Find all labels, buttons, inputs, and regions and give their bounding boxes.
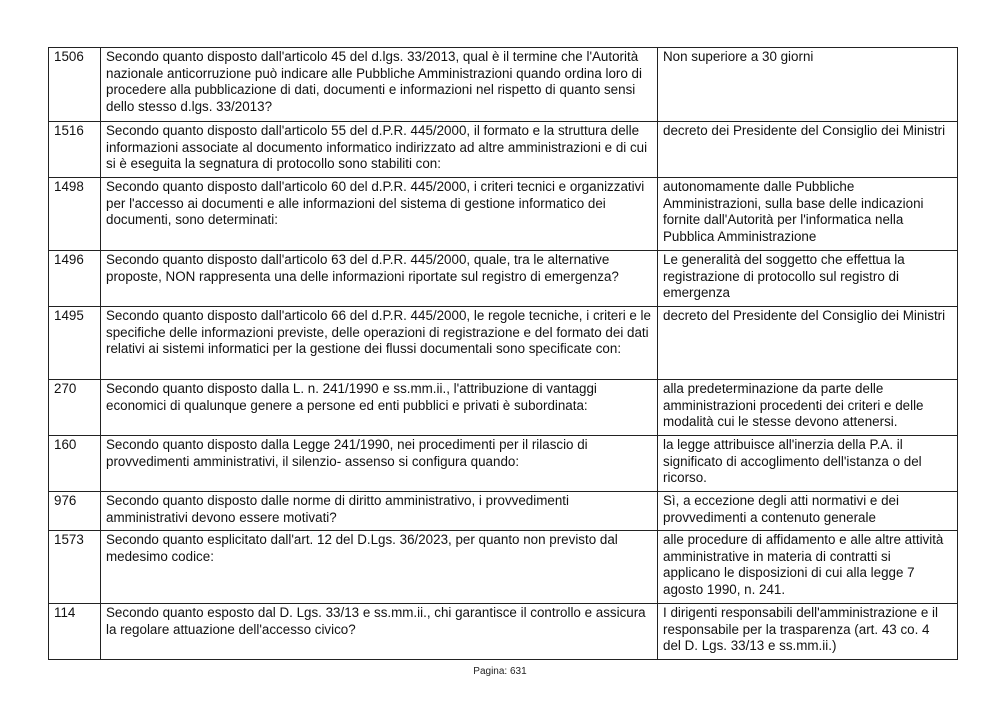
answer-text: la legge attribuisce all'inerzia della P.A. il significato di accoglimento dell'istanza o del ricorso. — [658, 436, 958, 492]
question-id: 1495 — [49, 307, 101, 380]
question-id: 160 — [49, 436, 101, 492]
question-id: 1498 — [49, 178, 101, 251]
question-text: Secondo quanto disposto dall'articolo 66 del d.P.R. 445/2000, le regole tecniche, i criteri e le specifiche delle informazioni previste, delle operazioni di registrazione e del formato dei dati relativi ai sistemi informatici per la gestione dei flussi documentali sono specificate con: — [101, 307, 658, 380]
question-id: 1506 — [49, 48, 101, 122]
answer-text: alle procedure di affidamento e alle altre attività amministrative in materia di contratti si applicano le disposizioni di cui alla legge 7 agosto 1990, n. 241. — [658, 531, 958, 604]
table-row — [49, 380, 958, 436]
table-row — [49, 492, 958, 531]
question-id: 114 — [49, 604, 101, 660]
answer-text: Le generalità del soggetto che effettua la registrazione di protocollo sul registro di emergenza — [658, 251, 958, 307]
question-text: Secondo quanto disposto dall'articolo 63 del d.P.R. 445/2000, quale, tra le alternative proposte, NON rappresenta una delle informazioni riportate sul registro di emergenza? — [101, 251, 658, 307]
table-row — [49, 178, 958, 251]
question-id: 1516 — [49, 122, 101, 178]
question-text: Secondo quanto esplicitato dall'art. 12 del D.Lgs. 36/2023, per quanto non previsto dal medesimo codice: — [101, 531, 658, 604]
question-id: 976 — [49, 492, 101, 531]
answer-text: autonomamente dalle Pubbliche Amministrazioni, sulla base delle indicazioni fornite dall'Autorità per l'informatica nella Pubblica Amministrazione — [658, 178, 958, 251]
table-row — [49, 436, 958, 492]
answer-text: Non superiore a 30 giorni — [658, 48, 958, 122]
question-id: 1573 — [49, 531, 101, 604]
question-text: Secondo quanto disposto dall'articolo 45 del d.lgs. 33/2013, qual è il termine che l'Autorità nazionale anticorruzione può indicare alle Pubbliche Amministrazioni quando ordina loro di procedere alla pubblicazione di dati, documenti e informazioni nel rispetto di quanto sensi dello stesso d.lgs. 33/2013? — [101, 48, 658, 122]
table-row — [49, 604, 958, 660]
question-id: 270 — [49, 380, 101, 436]
table-row — [49, 307, 958, 380]
answer-text: decreto dei Presidente del Consiglio dei Ministri — [658, 122, 958, 178]
answer-text: I dirigenti responsabili dell'amministrazione e il responsabile per la trasparenza (art. 43 co. 4 del D. Lgs. 33/13 e ss.mm.ii.) — [658, 604, 958, 660]
page-number: Pagina: 631 — [473, 666, 527, 677]
question-text: Secondo quanto disposto dall'articolo 55 del d.P.R. 445/2000, il formato e la struttura delle informazioni associate al documento informatico indirizzato ad altre amministrazioni e di cui si è eseguita la segnatura di protocollo sono stabiliti con: — [101, 122, 658, 178]
question-text: Secondo quanto disposto dall'articolo 60 del d.P.R. 445/2000, i criteri tecnici e organizzativi per l'accesso ai documenti e alle informazioni del sistema di gestione informatico dei documenti, sono determinati: — [101, 178, 658, 251]
questions-table — [48, 47, 958, 660]
answer-text: alla predeterminazione da parte delle amministrazioni procedenti dei criteri e delle modalità cui le stesse devono attenersi. — [658, 380, 958, 436]
table-row — [49, 122, 958, 178]
answer-text: decreto del Presidente del Consiglio dei Ministri — [658, 307, 958, 380]
question-text: Secondo quanto disposto dalla L. n. 241/1990 e ss.mm.ii., l'attribuzione di vantaggi economici di qualunque genere a persone ed enti pubblici e privati è subordinata: — [101, 380, 658, 436]
question-id: 1496 — [49, 251, 101, 307]
question-text: Secondo quanto disposto dalla Legge 241/1990, nei procedimenti per il rilascio di provvedimenti amministrativi, il silenzio- assenso si configura quando: — [101, 436, 658, 492]
table-row — [49, 251, 958, 307]
table-row — [49, 48, 958, 122]
table-row — [49, 531, 958, 604]
question-text: Secondo quanto esposto dal D. Lgs. 33/13 e ss.mm.ii., chi garantisce il controllo e assicura la regolare attuazione dell'accesso civico? — [101, 604, 658, 660]
question-text: Secondo quanto disposto dalle norme di diritto amministrativo, i provvedimenti amministrativi devono essere motivati? — [101, 492, 658, 531]
answer-text: Sì, a eccezione degli atti normativi e dei provvedimenti a contenuto generale — [658, 492, 958, 531]
